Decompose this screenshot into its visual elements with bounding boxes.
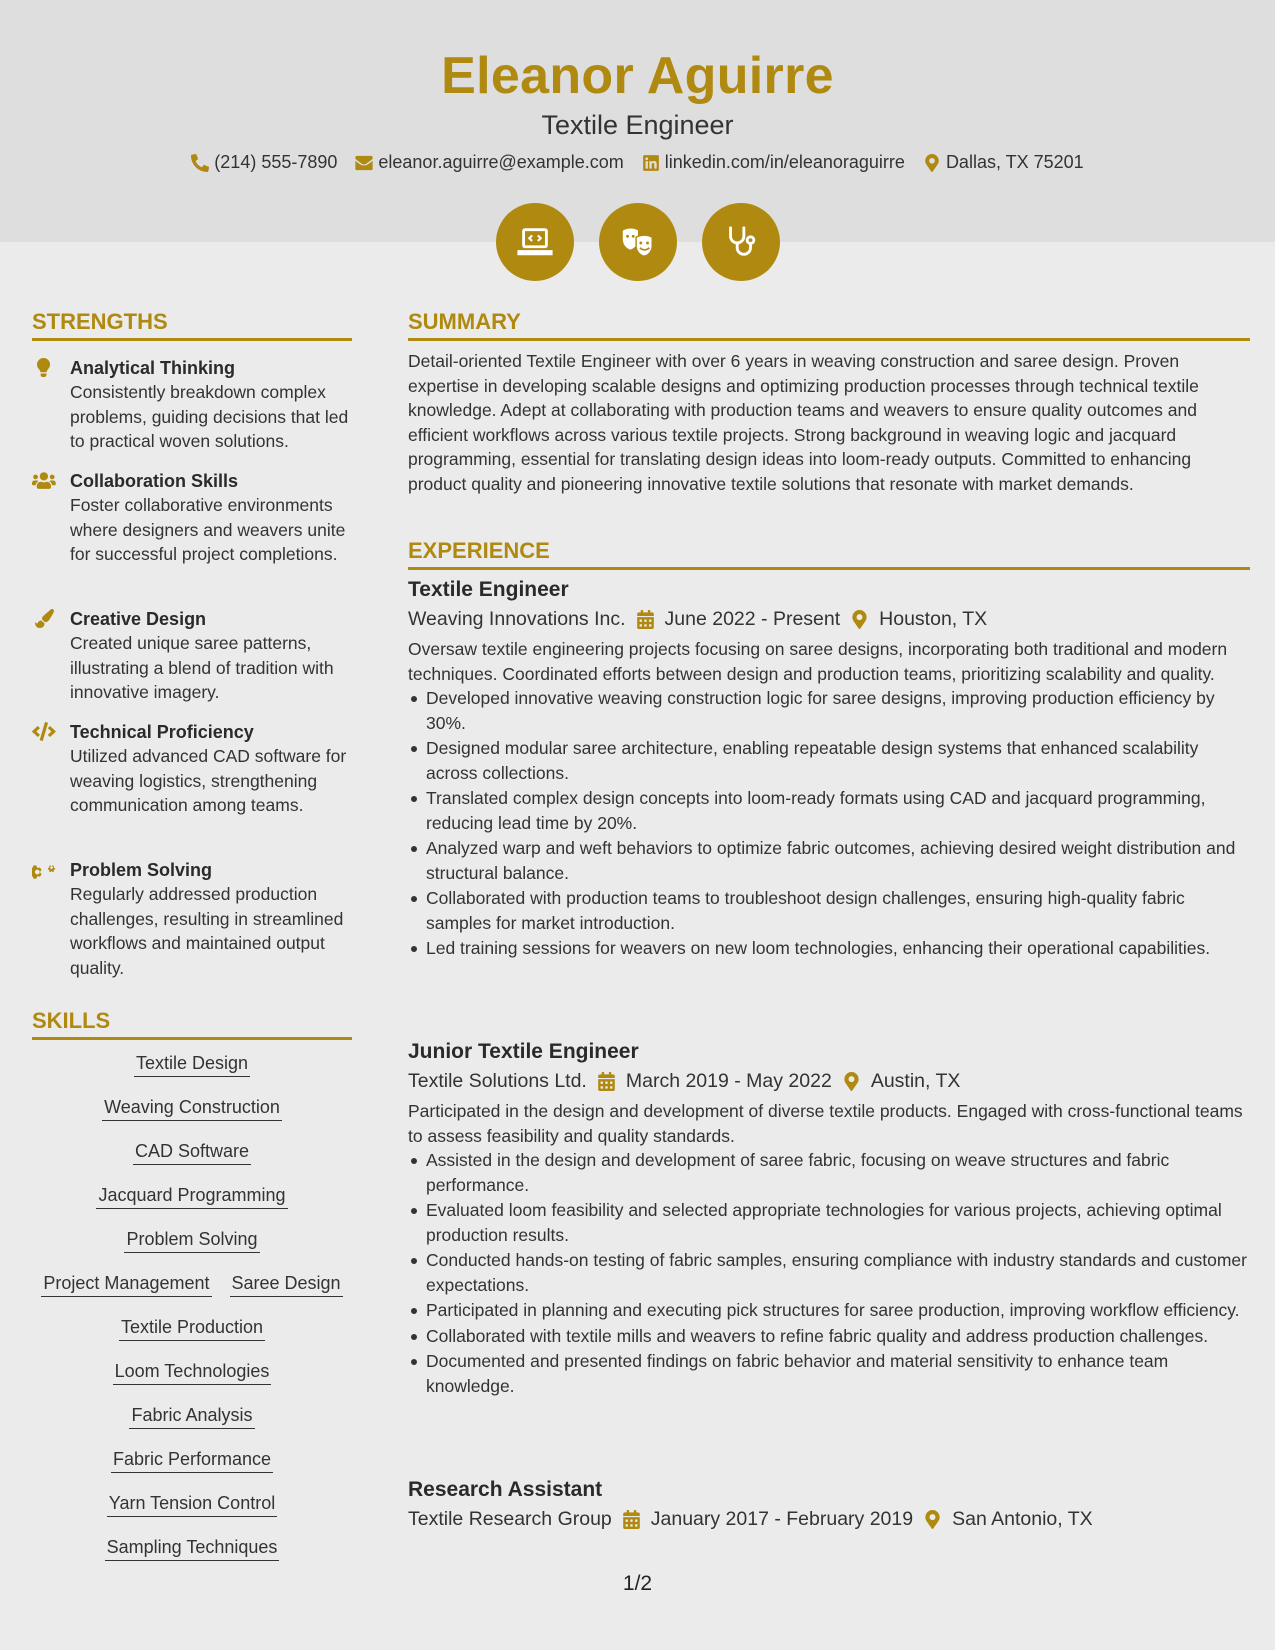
- contact-bar: [0, 152, 1275, 173]
- strength-title: Creative Design: [70, 609, 207, 629]
- job-title: Textile Engineer: [408, 578, 569, 601]
- email-text: eleanor.aguirre@example.com: [378, 152, 624, 172]
- map-marker-icon: [842, 1072, 861, 1091]
- cogs-icon: [32, 860, 56, 880]
- strength-item: [32, 720, 352, 818]
- skill-tag: Weaving Construction: [102, 1096, 282, 1121]
- paintbrush-icon: [32, 609, 56, 629]
- location-text: Dallas, TX 75201: [945, 152, 1084, 172]
- job-bullet: Conducted hands-on testing of fabric samples, ensuring compliance with industry standards and customer expectations.: [408, 1248, 1250, 1297]
- strength-desc: Utilized advanced CAD software for weaving logistics, strengthening communication among teams.: [70, 746, 347, 815]
- linkedin-icon: [642, 154, 660, 172]
- strength-desc: Foster collaborative environments where designers and weavers unite for successful project completions.: [70, 495, 346, 564]
- strength-title: Collaboration Skills: [70, 471, 239, 491]
- job-dates: June 2022 - Present: [664, 608, 841, 630]
- strength-desc: Created unique saree patterns, illustrating a blend of tradition with innovative imagery.: [70, 633, 334, 702]
- skill-tag: Textile Production: [119, 1316, 265, 1341]
- skills-heading: SKILLS: [32, 1008, 352, 1040]
- contact-linkedin[interactable]: [642, 152, 905, 173]
- job-bullets: [408, 686, 1250, 961]
- job-bullets: [408, 1148, 1250, 1398]
- linkedin-text: linkedin.com/in/eleanoraguirre: [664, 152, 905, 172]
- skill-tag: Problem Solving: [124, 1228, 259, 1253]
- map-marker-icon: [923, 154, 941, 172]
- skill-tag: Project Management: [41, 1272, 211, 1297]
- job-company: Textile Research Group: [408, 1508, 612, 1530]
- contact-phone[interactable]: [191, 152, 337, 173]
- phone-icon: [191, 154, 209, 172]
- job-entry: [408, 1040, 1250, 1399]
- skill-tag: Sampling Techniques: [105, 1536, 280, 1561]
- summary-heading: SUMMARY: [408, 309, 1250, 341]
- users-icon: [32, 471, 56, 491]
- strength-desc: Consistently breakdown complex problems, guiding decisions that led to practical woven solutions.: [70, 382, 349, 451]
- job-bullet: Collaborated with production teams to troubleshoot design challenges, ensuring high-quality fabric samples for market introduction.: [408, 886, 1250, 935]
- interest-circle: [702, 203, 780, 281]
- interest-icons: [0, 203, 1275, 281]
- job-entry: [408, 578, 1250, 962]
- job-bullet: Led training sessions for weavers on new loom technologies, enhancing their operational capabilities.: [408, 936, 1250, 961]
- job-title: Research Assistant: [408, 1478, 603, 1501]
- skill-tag: Saree Design: [230, 1272, 343, 1297]
- theater-masks-icon: [619, 223, 657, 261]
- lightbulb-icon: [32, 358, 56, 378]
- skill-tag: Fabric Performance: [111, 1448, 273, 1473]
- contact-email[interactable]: [355, 152, 623, 173]
- strength-item: [32, 607, 352, 705]
- calendar-icon: [597, 1072, 616, 1091]
- job-location: Austin, TX: [870, 1070, 961, 1092]
- job-location: Houston, TX: [879, 608, 988, 630]
- job-bullet: Analyzed warp and weft behaviors to optimize fabric outcomes, achieving desired weight distribution and structural balance.: [408, 836, 1250, 885]
- strength-item: [32, 858, 352, 980]
- skill-tag: Jacquard Programming: [96, 1184, 287, 1209]
- skill-tag: Loom Technologies: [113, 1360, 272, 1385]
- strength-title: Problem Solving: [70, 860, 213, 880]
- contact-location: [923, 152, 1084, 173]
- interest-circle: [496, 203, 574, 281]
- strengths-heading: STRENGTHS: [32, 309, 352, 341]
- job-bullet: Collaborated with textile mills and weavers to refine fabric quality and address production challenges.: [408, 1324, 1250, 1349]
- job-company: Textile Solutions Ltd.: [408, 1070, 587, 1092]
- strength-item: [32, 469, 352, 567]
- interest-circle: [599, 203, 677, 281]
- job-bullet: Participated in planning and executing pick structures for saree production, improving workflow efficiency.: [408, 1298, 1250, 1323]
- job-location: San Antonio, TX: [952, 1508, 1093, 1530]
- skill-tag: CAD Software: [133, 1140, 251, 1165]
- job-description: Oversaw textile engineering projects focusing on saree designs, incorporating both traditional and modern techniques. Coordinated efforts between design and production teams, prioritizing scalability and quality.: [408, 639, 1228, 684]
- job-title: Junior Textile Engineer: [408, 1040, 639, 1063]
- job-dates: January 2017 - February 2019: [650, 1508, 914, 1530]
- job-bullet: Developed innovative weaving construction logic for saree designs, improving production efficiency by 30%.: [408, 686, 1250, 735]
- calendar-icon: [636, 610, 655, 629]
- job-meta: [408, 1508, 1250, 1531]
- strength-item: [32, 356, 352, 454]
- experience-heading: EXPERIENCE: [408, 538, 1250, 570]
- code-icon: [32, 722, 56, 742]
- page-number: 1/2: [622, 1572, 653, 1595]
- skill-tag: Textile Design: [134, 1052, 250, 1077]
- stethoscope-icon: [722, 223, 760, 261]
- job-entry: [408, 1478, 1250, 1531]
- strength-desc: Regularly addressed production challenges, resulting in streamlined workflows and maintained output quality.: [70, 884, 344, 978]
- calendar-icon: [622, 1510, 641, 1529]
- job-dates: March 2019 - May 2022: [625, 1070, 832, 1092]
- envelope-icon: [355, 154, 373, 172]
- strength-title: Technical Proficiency: [70, 722, 254, 742]
- job-bullet: Designed modular saree architecture, enabling repeatable design systems that enhanced scalability across collections.: [408, 736, 1250, 785]
- candidate-title: Textile Engineer: [541, 110, 734, 140]
- summary-text: Detail-oriented Textile Engineer with over 6 years in weaving construction and saree design. Proven expertise in developing scalable designs and optimizing production processes through technical textile knowledge. Adept at collaborating with production teams and weavers to ensure quality outcomes and efficient workflows across various textile projects. Strong background in weaving logic and jacquard programming, essential for translating design ideas into loom-ready outputs. Committed to enhancing product quality and pioneering innovative textile solutions that resonate with market demands.: [408, 351, 1199, 494]
- job-company: Weaving Innovations Inc.: [408, 608, 626, 630]
- job-bullet: Documented and presented findings on fabric behavior and material sensitivity to enhance team knowledge.: [408, 1349, 1250, 1398]
- job-meta: [408, 1070, 1250, 1093]
- map-marker-icon: [923, 1510, 942, 1529]
- candidate-name: Eleanor Aguirre: [441, 47, 834, 105]
- laptop-code-icon: [516, 223, 554, 261]
- strength-title: Analytical Thinking: [70, 358, 236, 378]
- skill-tag: Fabric Analysis: [129, 1404, 254, 1429]
- map-marker-icon: [850, 610, 869, 629]
- job-bullet: Assisted in the design and development of saree fabric, focusing on weave structures and fabric performance.: [408, 1148, 1250, 1197]
- phone-text: (214) 555-7890: [214, 152, 338, 172]
- skill-tag: Yarn Tension Control: [107, 1492, 277, 1517]
- job-description: Participated in the design and development of diverse textile products. Engaged with cross-functional teams to assess feasibility and quality standards.: [408, 1101, 1243, 1146]
- job-bullet: Evaluated loom feasibility and selected appropriate technologies for various projects, achieving optimal production results.: [408, 1198, 1250, 1247]
- job-bullet: Translated complex design concepts into loom-ready formats using CAD and jacquard programming, reducing lead time by 20%.: [408, 786, 1250, 835]
- skills-list: [32, 1052, 352, 1561]
- job-meta: [408, 608, 1250, 631]
